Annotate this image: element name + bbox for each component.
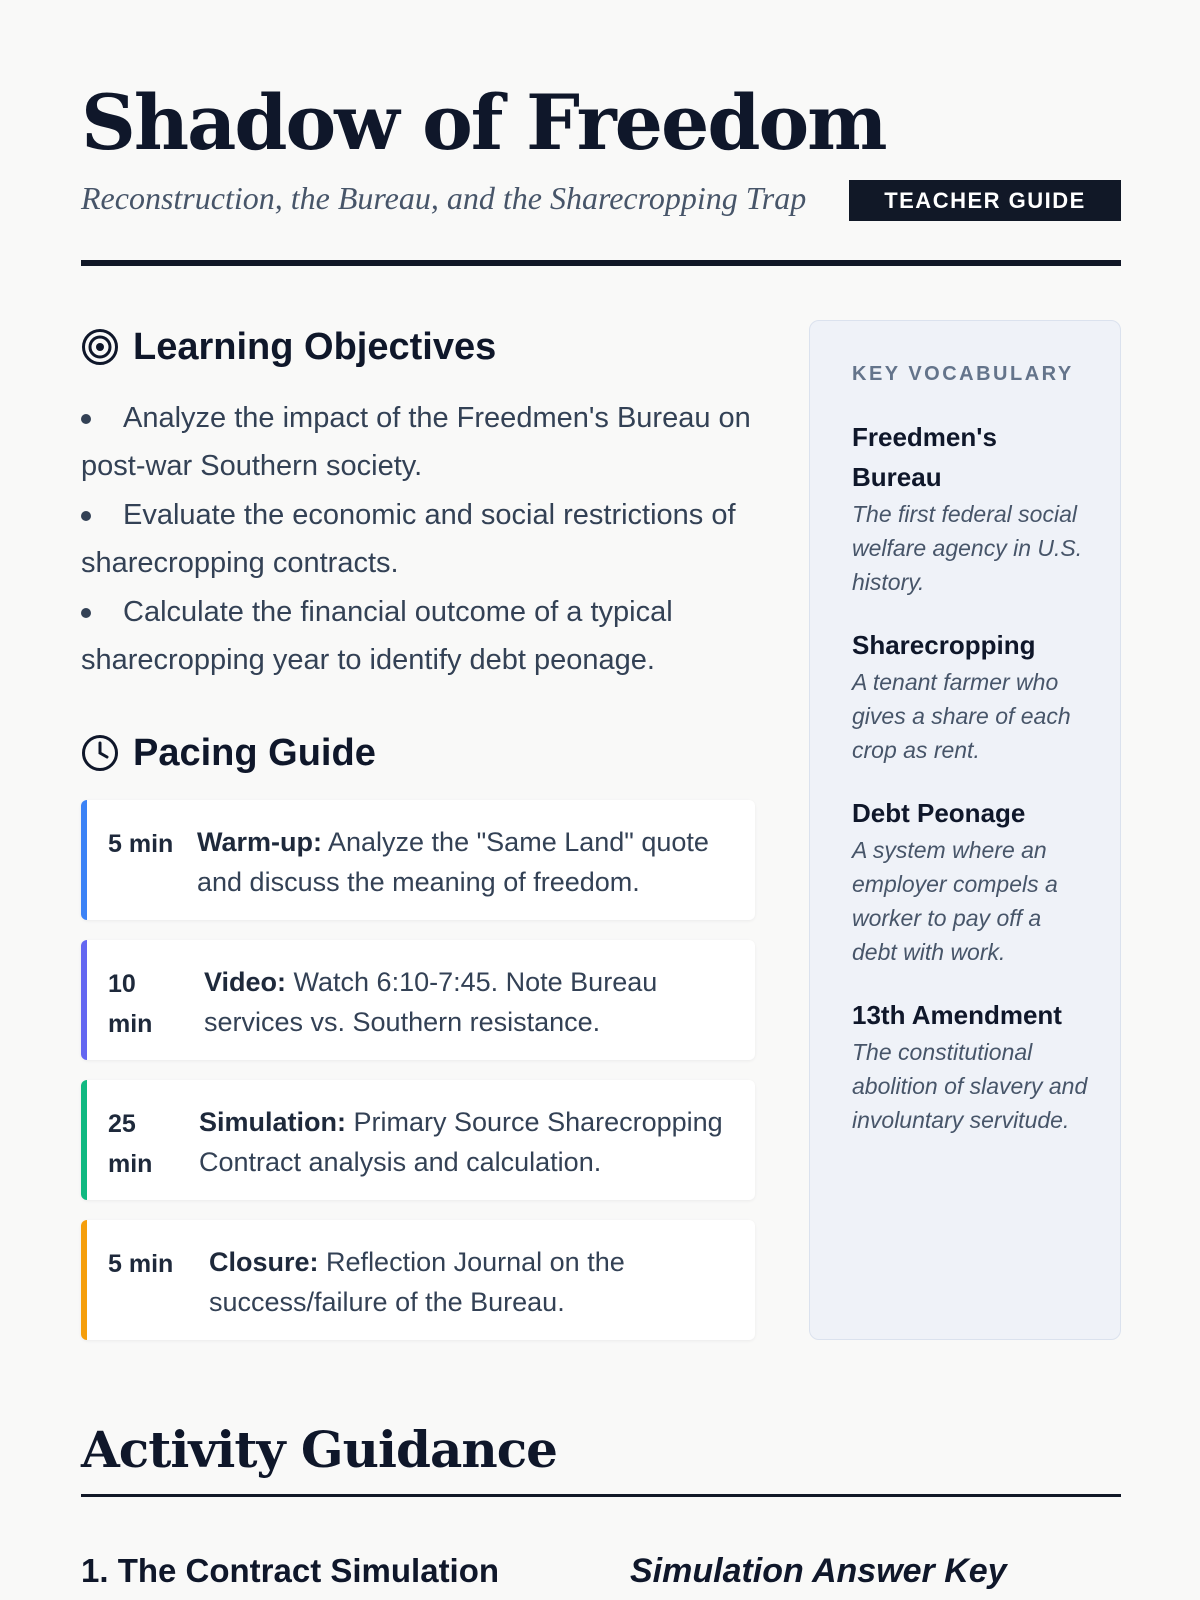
target-icon [81,328,119,366]
vocabulary-list [852,417,1092,1163]
pacing-text: Watch 6:10-7:45. Note Bureau services vs. Southern resistance. [204,967,658,1037]
pacing-time: 10 min [108,970,153,1038]
objective-item: Analyze the impact of the Freedmen's Bureau on post-war Southern society. [81,394,751,490]
pacing-time: 5 min [108,1250,174,1278]
vocabulary-heading: KEY VOCABULARY [852,363,1074,385]
pacing-time: 25 min [108,1110,153,1178]
pacing-description [197,822,737,902]
objective-item: Evaluate the economic and social restrictions of sharecropping contracts. [81,491,751,587]
pacing-item-simulation [81,1080,755,1200]
objective-item: Calculate the financial outcome of a typical sharecropping year to identify debt peonage. [81,588,751,684]
page-subtitle: Reconstruction, the Bureau, and the Sharecropping Trap [81,180,807,216]
vocab-definition: A system where an employer compels a worker to pay off a debt with work. [852,837,1058,965]
teacher-guide-badge: TEACHER GUIDE [849,180,1121,221]
pacing-item-warm-up [81,800,755,920]
vocab-term: Debt Peonage [852,798,1026,828]
activity-divider [81,1494,1121,1497]
vocab-term: Sharecropping [852,630,1036,660]
pacing-item-closure [81,1220,755,1340]
pacing-heading [81,730,376,776]
vocab-definition: A tenant farmer who gives a share of each crop as rent. [852,669,1071,763]
pacing-text: Analyze the "Same Land" quote and discuss the meaning of freedom. [197,827,709,897]
pacing-label: Closure: [209,1247,319,1277]
page-title: Shadow of Freedom [81,78,886,167]
pacing-text: Primary Source Sharecropping Contract analysis and calculation. [199,1107,723,1177]
teacher-guide-page [81,0,1121,1600]
pacing-label: Simulation: [199,1107,346,1137]
activity-heading: Activity Guidance [81,1420,557,1479]
pacing-description [199,1102,737,1182]
objectives-heading [81,324,496,370]
vocab-term: 13th Amendment [852,1000,1062,1030]
pacing-item-video [81,940,755,1060]
objectives-heading-text: Learning Objectives [133,325,497,368]
pacing-label: Video: [204,967,287,997]
pacing-label: Warm-up: [197,827,322,857]
pacing-heading-text: Pacing Guide [133,731,376,774]
answer-key-heading: Simulation Answer Key [630,1552,1007,1590]
pacing-time: 5 min [108,830,174,858]
header-divider [81,260,1121,266]
objectives-list [81,394,751,685]
pacing-description [204,962,737,1042]
clock-icon [81,734,119,772]
vocab-definition: The constitutional abolition of slavery and involuntary servitude. [852,1039,1088,1133]
vocab-term: Freedmen's Bureau [852,422,997,492]
pacing-description [209,1242,737,1322]
vocab-definition: The first federal social welfare agency in U.S. history. [852,501,1083,595]
key-vocabulary-panel [809,320,1121,1340]
pacing-text: Reflection Journal on the success/failure of the Bureau. [209,1247,625,1317]
subtitle-row [81,178,1121,222]
activity-subheading: 1. The Contract Simulation [81,1552,500,1589]
